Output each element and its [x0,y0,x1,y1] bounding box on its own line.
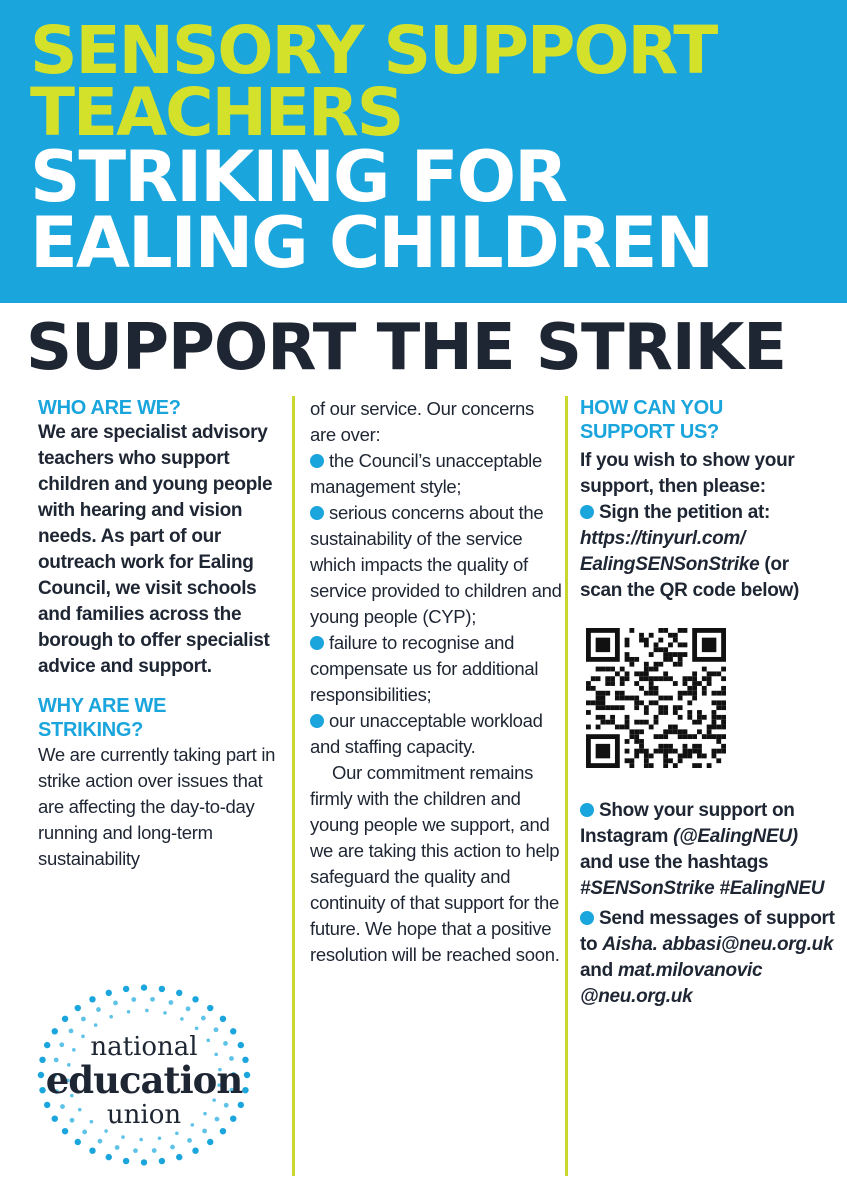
neu-logo [34,980,254,1170]
hashtag-ealingneu[interactable]: #EalingNEU [719,878,825,899]
column-how-support [565,396,835,1176]
who-text: We are specialist advisory teachers who support children and young people with hearing and vision needs. As part of our outreach work for Ealing Council, we visit schools and families across the borough to offer specialist advice and support. [38,422,273,677]
petition-note: (or scan the QR code below) [580,554,800,601]
commitment-text: Our commitment remains firmly with the children and young people we support, and we are taking this action to help safeguard the quality and continuity of that support for the future. We hope that a positive resolution will be reached soon. [310,762,560,965]
petition-link[interactable]: https://tinyurl.com/ EalingSENSonStrike [580,528,760,575]
instagram-item: Show your support on Instagram (@EalingNEU) and use the hashtags #SENSonStrike #EalingNEU [580,800,825,899]
instagram-handle[interactable]: (@EalingNEU) [673,826,798,847]
bullet-dot-icon [310,636,324,650]
concerns-intro: of our service. Our concerns are over: [310,398,534,445]
bullet-dot-icon [310,714,324,728]
banner-line-2: TEACHERS [30,74,403,151]
logo-education: education [45,1058,243,1102]
concern-item: the Council’s unacceptable management style; [310,450,542,497]
bullet-dot-icon [580,911,594,925]
qr-code-icon[interactable] [586,628,726,768]
concern-item: serious concerns about the sustainability of the service which impacts the quality of service provided to children and young people (CYP); [310,502,562,627]
logo-national: national [90,1032,198,1062]
bullet-dot-icon [580,803,594,817]
email-mat[interactable]: mat.milovanovic @neu.org.uk [580,960,763,1007]
bullet-dot-icon [310,506,324,520]
messages-item: Send messages of support to Aisha. abbasi@neu.org.uk and mat.milovanovic @neu.org.uk [580,908,835,1007]
headline: SUPPORT THE STRIKE [26,311,786,385]
bullet-dot-icon [310,454,324,468]
bullet-dot-icon [580,505,594,519]
email-aisha[interactable]: Aisha. abbasi@neu.org.uk [602,934,834,955]
how-heading: HOW CAN YOU SUPPORT US? [580,397,723,443]
petition-item: Sign the petition at: https://tinyurl.com/ EalingSENSonStrike (or scan the QR code below) [580,502,800,601]
who-heading: WHO ARE WE? [38,397,181,419]
title-banner [0,0,847,303]
concern-item: failure to recognise and compensate us for additional responsibilities; [310,632,539,705]
hashtag-sensonstrike[interactable]: #SENSonStrike [580,878,715,899]
column-concerns [292,396,562,1176]
why-heading: WHY ARE WE STRIKING? [38,695,167,741]
logo-union: union [106,1100,182,1130]
column-who-why [38,396,290,872]
how-intro: If you wish to show your support, then please: [580,450,795,497]
banner-line-3: STRIKING FOR [30,136,567,218]
banner-line-4: EALING CHILDREN [30,202,713,284]
why-text: We are currently taking part in strike action over issues that are affecting the day-to-day running and long-term sustainability [38,744,276,869]
concern-item: our unacceptable workload and staffing capacity. [310,710,543,757]
banner-line-1: SENSORY SUPPORT [30,12,717,89]
